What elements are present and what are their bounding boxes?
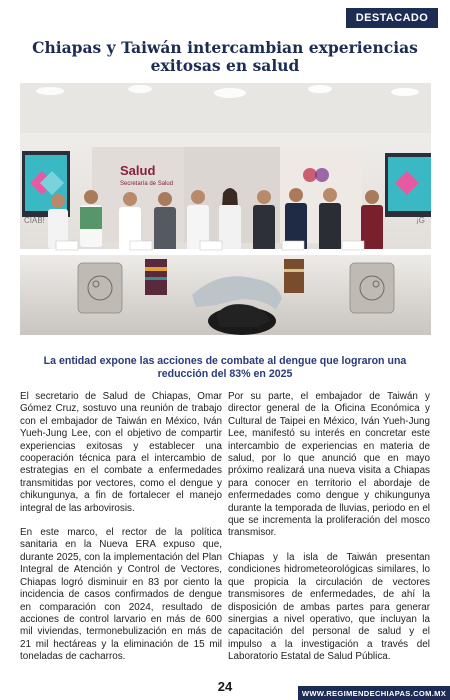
photo-side-text-left: CIAB! — [24, 216, 45, 225]
section-tag: DESTACADO — [346, 8, 438, 28]
paragraph: Por su parte, el embajador de Taiwán y director general de la Oficina Económica y Cultural de Taipei en México, Iván Yueh-Jung Lee, manifestó su interés en concretar este intercambio de experiencias en materia de salud, por lo que anunció que en mayo próximo realizará una nueva visita a Chiapas para conocer en territorio el abordaje de enfermedades como dengue y chikungunya durante la temporada de lluvias, periodo en el que se incrementa la proliferación del mosco transmisor. — [228, 391, 430, 539]
photo-side-text-right: ¡G — [416, 216, 425, 225]
meeting-photo-illustration — [20, 83, 431, 335]
article-subheadline: La entidad expone las acciones de combate al dengue que lograron una reducción del 83% en 2025 — [43, 355, 407, 380]
photo-backdrop-subtitle: Secretaría de Salud — [120, 181, 174, 187]
body-column-left — [20, 391, 222, 676]
article-photo — [20, 83, 431, 335]
photo-backdrop-logo: Salud — [120, 163, 156, 178]
website-link[interactable]: WWW.REGIMENDECHIAPAS.COM.MX — [298, 686, 450, 700]
article-headline: Chiapas y Taiwán intercambian experiencias exitosas en salud — [32, 38, 418, 75]
paragraph: Chiapas y la isla de Taiwán presentan condiciones hidrometeorológicas similares, lo que propicia la circulación de vectores transmisores de enfermedades, de ahí la disposición de ambas partes para generar sinergias a nivel operativo, que incluyan la capacitación del personal de salud y el impulso a la investigación a través del Laboratorio Estatal de Salud Pública. — [228, 551, 430, 663]
paragraph: En este marco, el rector de la política sanitaria en la Nueva ERA expuso que, durante 2025, con la implementación del Plan Integral de Atención y Control de Vectores, Chiapas logró disminuir en 83 por ciento la incidencia de casos confirmados de dengue en comparación con 2024, resultado de acciones de control larvario en más de 600 mil viviendas, termonebulización en más de 21 mil hectáreas y la eliminación de 15 mil toneladas de cacharros. — [20, 527, 222, 663]
page-number: 24 — [217, 679, 233, 694]
body-column-right — [228, 391, 430, 676]
paragraph: El secretario de Salud de Chiapas, Omar Gómez Cruz, sostuvo una reunión de trabajo con el embajador de Taiwán en México, Iván Yueh-Jung Lee, con el objetivo de compartir experiencias exitosas y establecer una cooperación técnica para el intercambio de estrategias en el combate a enfermedades transmitidas por vectores, como el dengue y chikungunya, a fin de fortalecer el manejo integral de las arbovirosis. — [20, 391, 222, 514]
